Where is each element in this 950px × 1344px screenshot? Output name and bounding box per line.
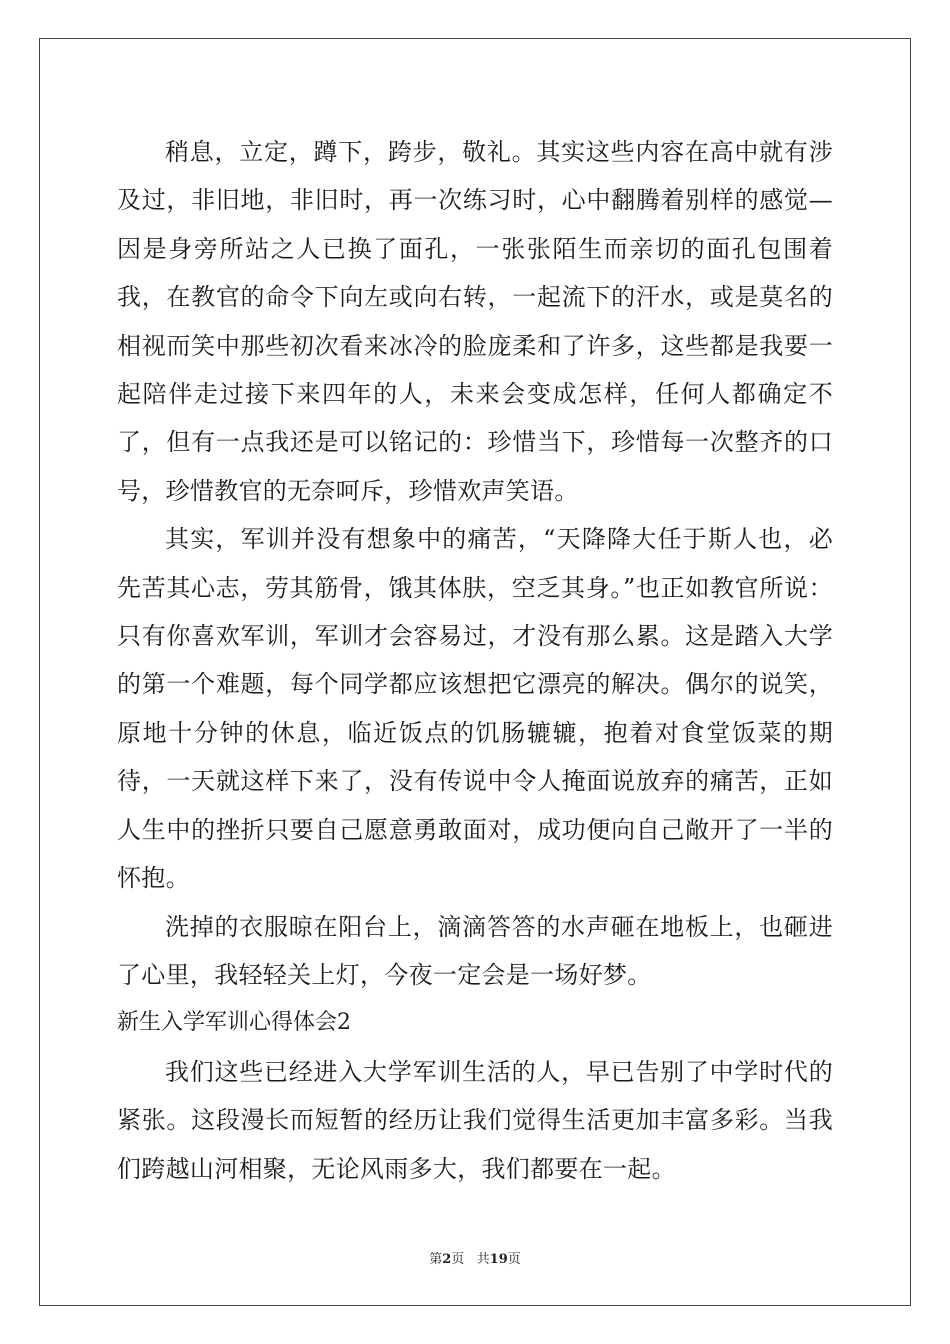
document-body (117, 128, 833, 1193)
footer-page-suffix: 页 共 (451, 1252, 490, 1267)
footer-total-suffix: 页 (507, 1252, 521, 1267)
paragraph-2: 其实，军训并没有想象中的痛苦，“天降降大任于斯人也，必先苦其心志，劳其筋骨，饿其体肤，空乏其身。”也正如教官所说：只有你喜欢军训，军训才会容易过，才没有那么累。这是踏入大学的第一个难题，每个同学都应该想把它漂亮的解决。偶尔的说笑，原地十分钟的休息，临近饭点的饥肠辘辘，抱着对食堂饭菜的期待，一天就这样下来了，没有传说中令人掩面说放弃的痛苦，正如人生中的挫折只要自己愿意勇敢面对，成功便向自己敞开了一半的怀抱。 (117, 525, 833, 893)
paragraph-1: 稍息，立定，蹲下，跨步，敬礼。其实这些内容在高中就有涉及过，非旧地，非旧时，再一次练习时，心中翻腾着别样的感觉—因是身旁所站之人已换了面孔，一张张陌生而亲切的面孔包围着我，在教官的命令下向左或向右转，一起流下的汗水，或是莫名的相视而笑中那些初次看来冰冷的脸庞柔和了许多，这些都是我要一起陪伴走过接下来四年的人，未来会变成怎样，任何人都确定不了，但有一点我还是可以铭记的：珍惜当下，珍惜每一次整齐的口号，珍惜教官的无奈呵斥，珍惜欢声笑语。 (117, 138, 833, 505)
page-footer (0, 1248, 950, 1267)
section-heading: 新生入学军训心得体会2 (117, 1010, 351, 1036)
footer-page-prefix: 第 (429, 1252, 443, 1267)
footer-total-pages: 19 (489, 1252, 508, 1267)
paragraph-4: 我们这些已经进入大学军训生活的人，早已告别了中学时代的紧张。这段漫长而短暂的经历让我们觉得生活更加丰富多彩。当我们跨越山河相聚，无论风雨多大，我们都要在一起。 (117, 1057, 833, 1183)
footer-page-number: 2 (442, 1252, 452, 1267)
paragraph-3: 洗掉的衣服晾在阳台上，滴滴答答的水声砸在地板上，也砸进了心里，我轻轻关上灯，今夜一定会是一场好梦。 (117, 912, 833, 989)
